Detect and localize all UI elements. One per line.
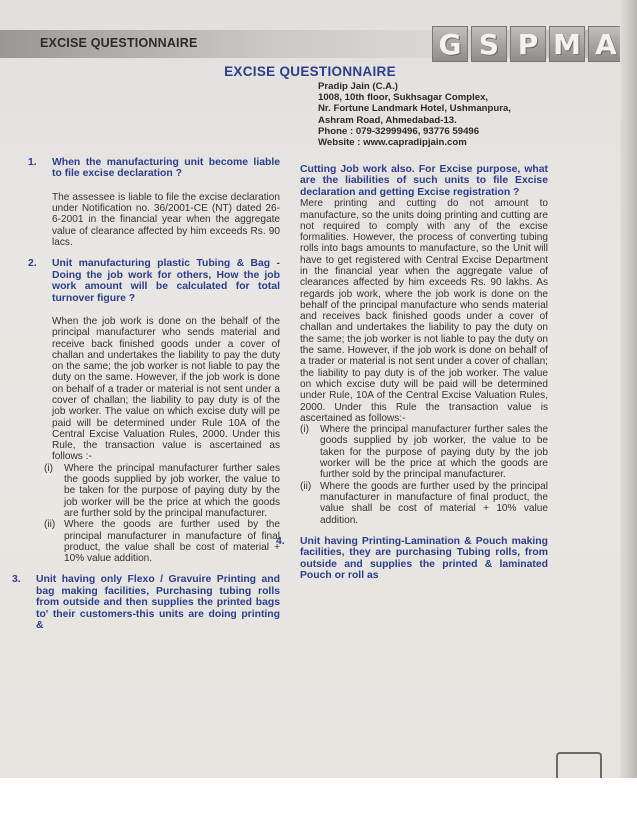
left-column bbox=[12, 157, 280, 632]
question-number: 2. bbox=[28, 258, 37, 270]
question-3 bbox=[12, 574, 280, 631]
sub-item-number: (i) bbox=[44, 462, 53, 474]
question-text: Unit having Printing-Lamination & Pouch making facilities, they are purchasing Tubing rolls, from outside and supplies the printed & laminated Pouch or roll as bbox=[300, 535, 548, 582]
question-text: Unit having only Flexo / Gravuire Printing and bag making facilities, Purchasing tubing rolls from outside and then supplies the printed bags to' their customers-this units are doing printing & bbox=[36, 574, 280, 632]
author-address-line: 1008, 10th floor, Sukhsagar Complex, bbox=[318, 92, 489, 104]
sub-item-text: Where the principal manufacturer further sales the goods supplied by job worker, the value to be taken for the purpose of paying duty by the job worker will be the price at which the goods are further sold by the principal manufacturer. bbox=[64, 462, 280, 519]
sub-item bbox=[44, 519, 280, 564]
page-title: EXCISE QUESTIONNAIRE bbox=[224, 64, 396, 79]
logo-letter: G bbox=[432, 26, 468, 62]
question-3-continued: Cutting Job work also. For Excise purpose, what are the liabilities of such units to file Excise declaration and getting Excise registration ? bbox=[300, 164, 548, 198]
sub-item bbox=[44, 463, 280, 519]
question-number: 3. bbox=[12, 574, 21, 586]
author-block bbox=[318, 81, 568, 148]
question-number: 1. bbox=[28, 157, 37, 168]
author-name: Pradip Jain (C.A.) bbox=[318, 81, 398, 92]
sub-item-text: Where the goods are further used by the principal manufacturer in manufacture of final product, the value shall be cost of material + 10% value addition. bbox=[64, 519, 280, 565]
answer-1: The assessee is liable to file the excise declaration under Notification no. 36/2001-CE (NT) dated 26-6-2001 in the financial year when the aggregate value of clearance affected by him exceeds Rs. 90 lacs. bbox=[52, 191, 280, 248]
page-edge bbox=[620, 0, 637, 778]
sub-item-number: (ii) bbox=[300, 480, 312, 492]
logo-letter: P bbox=[510, 26, 546, 62]
question-2 bbox=[28, 258, 280, 304]
sub-item bbox=[300, 481, 548, 526]
question-text: When the manufacturing unit become liable to file excise declaration ? bbox=[52, 157, 280, 180]
author-address-line: Ashram Road, Ahmedabad-13. bbox=[318, 114, 457, 126]
sub-item-number: (ii) bbox=[44, 519, 56, 531]
question-1 bbox=[28, 157, 280, 180]
sub-item-number: (i) bbox=[300, 424, 309, 436]
gspma-logo bbox=[432, 26, 624, 62]
sub-item-text: Where the goods are further used by the principal manufacturer in manufacture of final product, the value shall be cost of material + 10% value addition. bbox=[320, 480, 548, 526]
author-address-line: Nr. Fortune Landmark Hotel, Ushmanpura, bbox=[318, 103, 511, 115]
question-number: 4. bbox=[276, 535, 285, 547]
author-website: Website : www.capradipjain.com bbox=[318, 137, 467, 149]
sub-item-text: Where the principal manufacturer further sales the goods supplied by job worker, the value to be taken for the purpose of paying duty by the job worker will be the price at which the goods are further sold by the principal manufacturer. bbox=[320, 424, 548, 481]
answer-3: Mere printing and cutting do not amount to manufacture, so the units doing printing and cutting are not required to comply with any of the excise formalities. However, the process of converting tubing rolls into bags amounts to manufacture, so the Unit will have to get registered with Central Excise Department in the financial year when the aggregate value of clearances affected by him exceeds Rs. 90 lakhs. As regards job work, where the job work is done on the behalf of the principal manufacture who sends material and receives back finished goods under a cover of challan and undertakes the liability to pay the duty on the same; the job worker is not liable to pay the duty on the same. However, if the job work is done on behalf of a trader or material is not sent under a cover of challan; the liability to pay duty is of the job worker. The value on which excise duty will be paid will be determined under Rule, 10A of the Central Excise Valuation Rules, 2000. Under this Rule the transaction value is ascertained as follows:- bbox=[300, 198, 548, 424]
logo-letter: A bbox=[588, 26, 624, 62]
right-column bbox=[276, 164, 548, 582]
logo-letter: M bbox=[549, 26, 585, 62]
answer-2: When the job work is done on the behalf of the principal manufacturer who sends material and receive back finished goods under a cover of challan and undertakes the liability to pay the duty on the same; the job worker is not liable to pay the duty on the same. However, if the job work is done on behalf of a trader or material is not sent under a cover of challan; the liability to pay duty is of the job worker. The value on which excise duty will pe paid will be determined under Rule 10A of the Central Excise Valuation Rules, 2000. Under this Rule, the transaction value is ascertained as follows :- bbox=[52, 315, 280, 463]
answer-2-sublist bbox=[28, 463, 280, 565]
answer-3-sublist bbox=[300, 424, 548, 526]
question-text: Unit manufacturing plastic Tubing & Bag - Doing the job work for others, How the job work amount will be calculated for total turnover figure ? bbox=[52, 258, 280, 304]
question-4 bbox=[276, 536, 548, 582]
author-phone: Phone : 079-32999496, 93776 59496 bbox=[318, 125, 480, 137]
page-corner-icon bbox=[556, 752, 602, 778]
logo-letter: S bbox=[471, 26, 507, 62]
sub-item bbox=[300, 424, 548, 480]
section-label: EXCISE QUESTIONNAIRE bbox=[40, 36, 198, 50]
